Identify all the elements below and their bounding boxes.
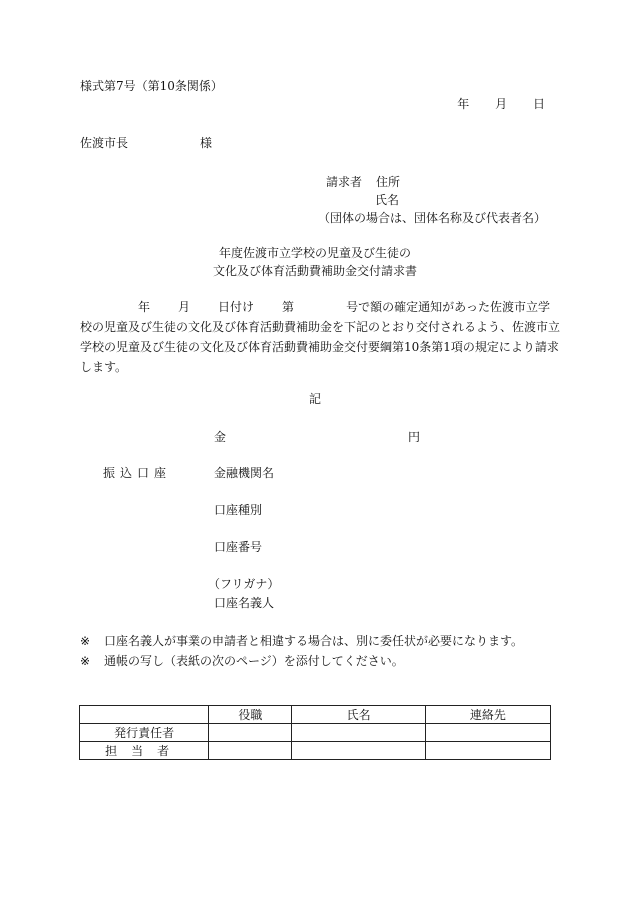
document-title-line1: 年度佐渡市立学校の児童及び生徒の [218, 246, 411, 260]
transfer-account-label: 振込口座 [103, 466, 172, 480]
table-cell[interactable] [209, 742, 292, 760]
amount-label: 金 [214, 430, 227, 444]
table-cell[interactable] [425, 724, 550, 742]
account-number-label: 口座番号 [214, 540, 263, 554]
note-mark: ※ [80, 654, 91, 668]
table-cell[interactable] [425, 742, 550, 760]
requester-label: 請求者 [326, 175, 363, 189]
body-text: 号で額の確定通知があった佐渡市立学校の児童及び生徒の文化及び体育活動費補助金を下記のとおり交付されるよう、佐渡市立学校の児童及び生徒の文化及び体育活動費補助金交付要綱第10条第1項の規定により請求します。 [80, 300, 561, 374]
note-mark: ※ [80, 634, 91, 648]
table-row [80, 742, 551, 760]
table-row-label: 担当者 [80, 742, 209, 760]
body-day-dated: 日付け [218, 300, 255, 314]
table-cell[interactable] [209, 724, 292, 742]
addressee-honorific: 様 [200, 136, 213, 150]
furigana-label: （フリガナ） [208, 577, 280, 591]
table-row [80, 724, 551, 742]
table-cell[interactable] [292, 724, 425, 742]
note-item [80, 635, 523, 648]
date-year: 年 [457, 97, 470, 111]
table-header-cell: 氏名 [292, 706, 425, 724]
date-line [457, 98, 545, 111]
addressee-name: 佐渡市長 [80, 136, 129, 150]
request-body-paragraph [80, 297, 560, 377]
body-no-prefix: 第 [282, 300, 295, 314]
table-header-cell [80, 706, 209, 724]
date-month: 月 [495, 97, 508, 111]
bank-name-label: 金融機関名 [214, 466, 275, 480]
table-cell[interactable] [292, 742, 425, 760]
note-text: 口座名義人が事業の申請者と相違する場合は、別に委任状が必要になります。 [104, 634, 524, 648]
table-header-row [80, 706, 551, 724]
table-header-cell: 連絡先 [425, 706, 550, 724]
requester-group-note: （団体の場合は、団体名称及び代表者名） [318, 211, 547, 225]
requester-address-line [326, 176, 400, 189]
ki-heading: 記 [308, 392, 321, 406]
table-row-label: 発行責任者 [80, 724, 209, 742]
account-type-label: 口座種別 [214, 503, 263, 517]
account-holder-label: 口座名義人 [214, 596, 275, 610]
note-text: 通帳の写し（表紙の次のページ）を添付してください。 [104, 654, 404, 668]
date-day: 日 [532, 97, 545, 111]
note-item [80, 655, 404, 668]
requester-address-label: 住所 [376, 175, 401, 189]
responsibility-table [79, 705, 551, 760]
form-number: 様式第7号（第10条関係） [80, 79, 223, 93]
document-title-line2: 文化及び体育活動費補助金交付請求書 [212, 264, 417, 278]
table-header-cell: 役職 [209, 706, 292, 724]
amount-unit: 円 [408, 430, 421, 444]
body-year: 年 [138, 300, 151, 314]
addressee [80, 137, 212, 150]
requester-name-label: 氏名 [375, 193, 400, 207]
body-month: 月 [178, 300, 191, 314]
